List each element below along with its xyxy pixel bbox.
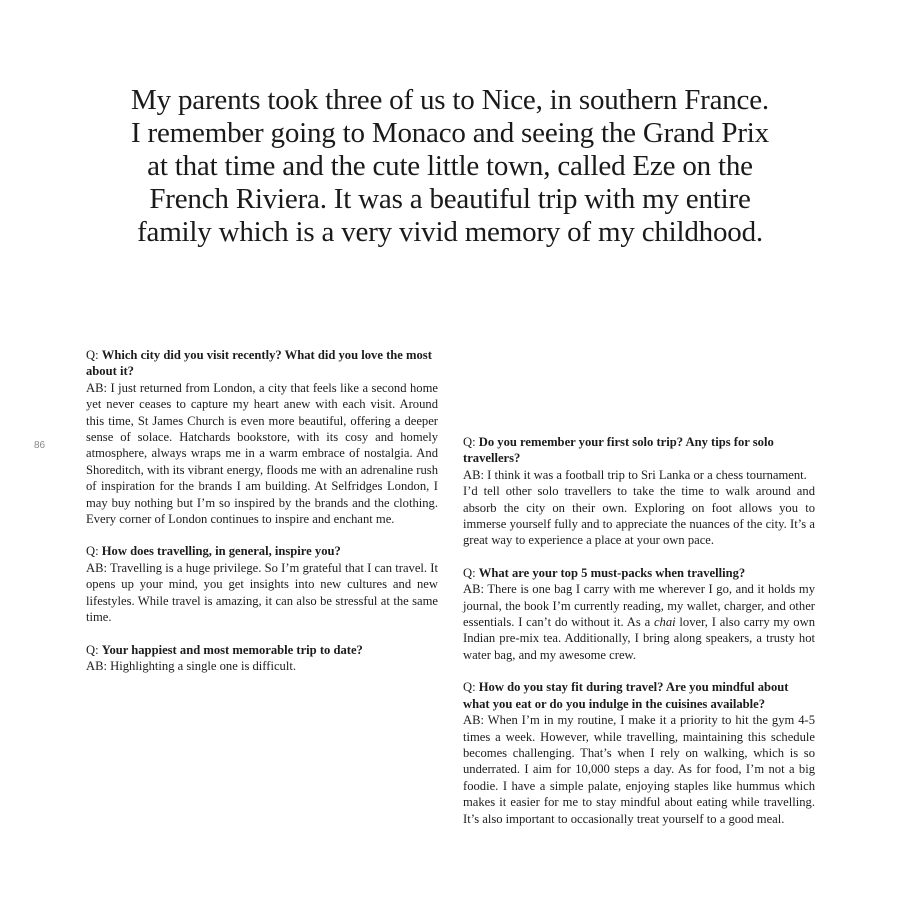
qa-block-stay-fit: [463, 679, 815, 827]
answer-paragraph: AB: When I’m in my routine, I make it a priority to hit the gym 4-5 times a week. However, while travelling, maintaining this schedule becomes challenging. That’s when I rely on walking, which is so underrated. I aim for 10,000 steps a day. As for food, I’m not a big foodie. I have a simple palate, enjoying staples like hummus which makes it easier for me to stay mindful about eating while travelling. It’s also important to occasionally treat yourself to a good meal.: [463, 713, 815, 826]
question-text: Your happiest and most memorable trip to date?: [101, 642, 363, 657]
question: [86, 642, 438, 658]
question-prefix: Q:: [86, 642, 99, 657]
answer-paragraph: AB: I think it was a football trip to Sri Lanka or a chess tournament.: [463, 467, 807, 482]
page-number: 86: [34, 440, 46, 451]
question-prefix: Q:: [86, 348, 99, 362]
qa-block-travel-inspire: [86, 543, 438, 625]
qa-block-must-packs: [463, 565, 815, 663]
answer: AB: I just returned from London, a city that feels like a second home yet never ceases to capture my heart anew with each visit. Around this time, St James Church is even more beautiful, offering a deeper sense of solace. Hatchards bookstore, with its cosy and homely atmosphere, always wraps me in a warm embrace of nostalgia. And Shoreditch, with its vibrant energy, floods me with an adrenaline rush of inspiration for the brands I am building. At Selfridges London, I may buy nothing but I’m so inspired by the brands and the clothing. Every corner of London continues to inspire and enchant me.: [86, 380, 438, 527]
qa-block-solo-trip: [463, 434, 815, 549]
answer-text: AB: There is one bag I carry with me wherever I go, and it holds my journal, the book I’m currently reading, my wallet, charger, and other essentials. I can’t do without it. As a: [463, 582, 815, 630]
question: [86, 543, 438, 559]
question: [463, 434, 815, 467]
question-text: How does travelling, in general, inspire you?: [101, 544, 341, 559]
pull-quote: My parents took three of us to Nice, in southern France. I remember going to Monaco and seeing the Grand Prix at that time and the cute little town, called Eze on the French Riviera. It was a beautiful trip with my entire family which is a very vivid memory of my childhood.: [131, 84, 769, 248]
answer: AB: Highlighting a single one is difficult.: [86, 658, 296, 673]
question-prefix: Q:: [463, 435, 476, 449]
answer-paragraph: I’d tell other solo travellers to take the time to walk around and absorb the city on their own. Exploring on foot allows you to immerse yourself fully and to appreciate the nuances of the city. It’s a great way to experience a place at your own pace.: [463, 484, 815, 548]
question-text: What are your top 5 must-packs when travelling?: [478, 565, 746, 580]
question-text: Which city did you visit recently? What did you love the most about it?: [86, 348, 432, 379]
qa-block-recent-city: [86, 347, 438, 527]
question: [463, 679, 815, 712]
question-prefix: Q:: [463, 565, 476, 580]
answer-text: lover, I also carry my own Indian pre-mix tea. Additionally, I bring along speakers, a trusty hot water bag, and my awesome crew.: [463, 615, 815, 662]
left-column: [86, 347, 438, 690]
answer-paragraph: [463, 581, 815, 663]
qa-block-memorable-trip: [86, 642, 438, 675]
question-text: Do you remember your first solo trip? Any tips for solo travellers?: [463, 435, 774, 466]
question-prefix: Q:: [86, 544, 99, 559]
question-text: How do you stay fit during travel? Are you mindful about what you eat or do you indulge in the cuisines available?: [463, 680, 789, 711]
question: [86, 347, 438, 380]
question: [463, 565, 815, 581]
question-prefix: Q:: [463, 680, 476, 695]
answer: AB: Travelling is a huge privilege. So I’m grateful that I can travel. It opens up your mind, you get insights into new cultures and new lifestyles. While travel is amazing, it can also be stressful at the same time.: [86, 560, 438, 625]
right-column: [463, 434, 815, 843]
answer-emphasis: chai: [653, 615, 676, 630]
